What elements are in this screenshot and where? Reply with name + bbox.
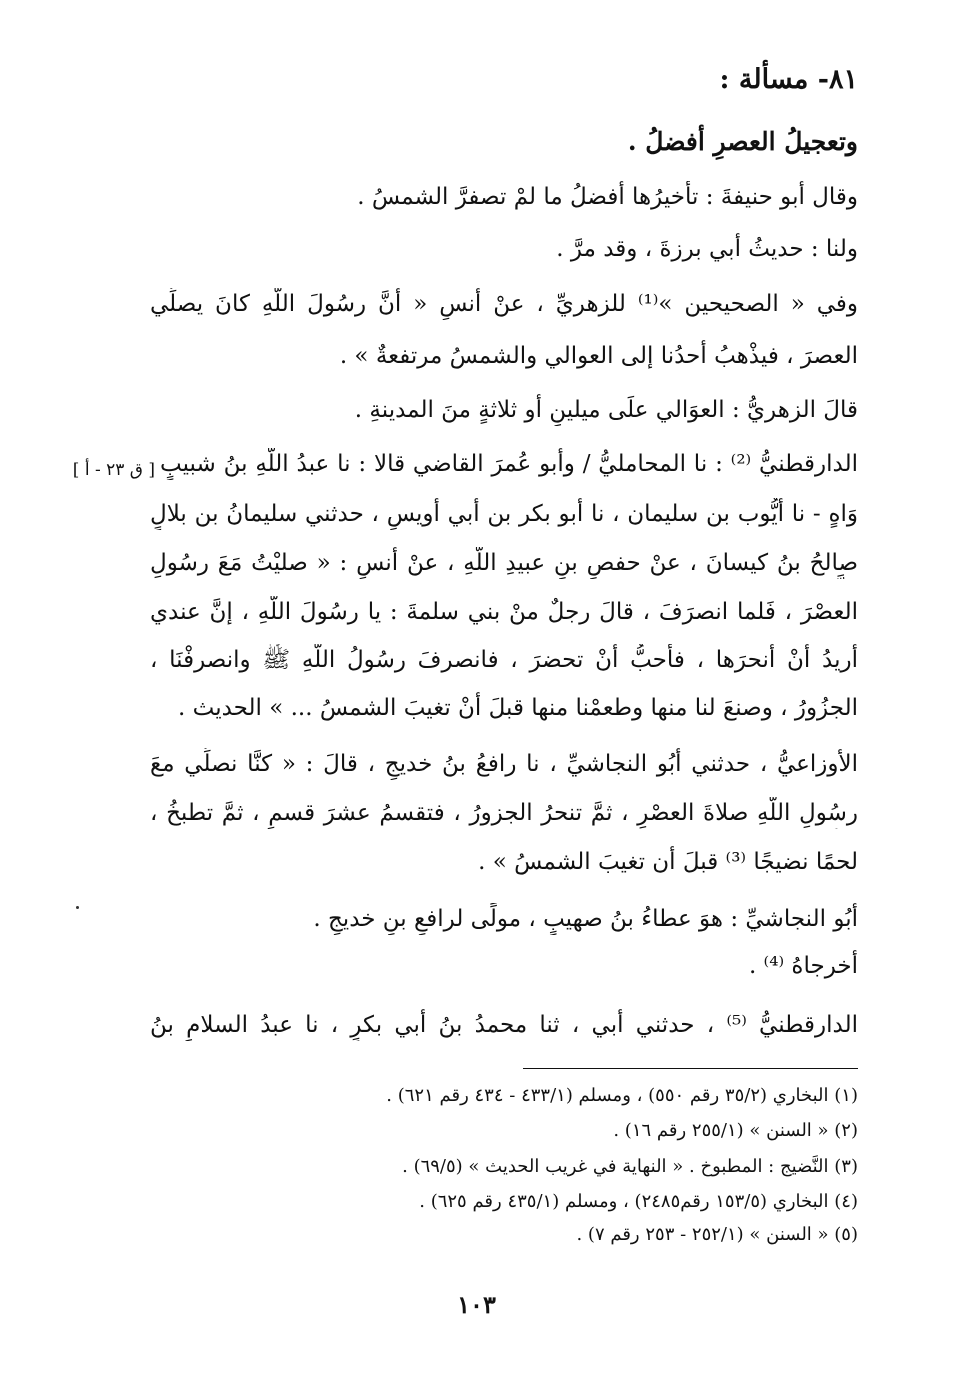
body-line: أبُو النجاشيِّ : هوَ عطاءُ بنُ صهيبٍ ، مولًى لرافعِ بنِ خديجٍ . (313, 906, 858, 932)
body-line: أُريدُ أنْ أنحرَها ، فأُحبُّ أنْ تحضرَ ، فانصرفَ رسُولُ اللَّهِ ﷺ وانصرفْنَا ، (150, 647, 858, 673)
footnote: (٤) البخاري (١٥٣/٥ رقم٢٤٨٥) ، ومسلم (٤٣٥/١ رقم ٦٢٥) . (419, 1191, 858, 1212)
body-line: وقال أبو حنيفةَ : تأْخيرُها أفضلُ ما لمْ تصفرَّ الشمسُ . (357, 184, 858, 210)
issue-heading: ٨١- مسألة : (719, 64, 858, 95)
body-line: العصرَ ، فيذْهبُ أحدُنا إلى العوالي والشمسُ مرتفعةٌ » . (339, 343, 858, 369)
page-number: ١٠٣ (457, 1290, 496, 1319)
body-line: العصْرَ ، فَلما انصرَفَ ، قالَ رجلٌ منْ بني سلمةَ : يا رسُولَ اللَّهِ ، إنَّ عندي (150, 599, 858, 625)
body-line: ولنا : حديثُ أبي برزةَ ، وقد مرَّ . (556, 236, 858, 262)
body-line: الأوزاعيُّ ، حدثني أبُو النجاشيِّ ، نا رافعُ بنُ خديجٍ ، قالَ : « كنَّا نصلِّي معَ (150, 751, 858, 777)
issue-ruling: وتعجيلُ العصرِ أفضلُ . (627, 127, 858, 156)
manuscript-folio-marker: [ ق ٢٣ - أ ] (72, 460, 155, 480)
body-line: وفي « الصحيحين »⁽¹⁾ للزهريِّ ، عنْ أنسٍ « أنَّ رسُولَ اللَّهِ كانَ يصلِّي (150, 291, 858, 317)
body-line: الدارقطنيُّ ⁽⁵⁾ ، حدثني أبي ، ثنا محمدُ بنُ أبي بكرٍ ، نا عبدُ السلامِ بنُ (150, 1012, 858, 1038)
body-line: الدارقطنيُّ ⁽²⁾ : نا المحامليُّ / وأبو عُمرَ القاضي قالا : نا عبدُ اللَّهِ بنُ شبيبٍ (160, 451, 858, 477)
footnote: (٥) « السنن » (٢٥٢/١ - ٢٥٣ رقم ٧) . (576, 1224, 858, 1245)
body-line: رسُولِ اللَّهِ صلاةَ العصْرِ ، ثمَّ تنحرُ الجزورُ ، فتقسمُ عشرَ قسمٍ ، ثمَّ تطبخُ ، (150, 800, 858, 826)
footnote: (١) البخاري (٣٥/٢ رقم ٥٥٠) ، ومسلم (٤٣٣/١ - ٤٣٤ رقم ٦٢١) . (386, 1085, 858, 1106)
footnote-divider (523, 1068, 858, 1069)
scan-speck (76, 906, 79, 909)
body-line: أخرجاهُ ⁽⁴⁾ . (748, 953, 858, 979)
body-line: الجزُورُ ، وصنعَ لنا منها وطعمْنا منها قبلَ أنْ تغيبَ الشمسُ ... » الحديث . (177, 695, 858, 721)
body-line: وَاهٍ - نا أيُّوب بن سليمان ، نا أبو بكر بن أبي أويسٍ ، حدثني سليمانُ بن بلالٍ (150, 501, 858, 527)
body-line: قالَ الزهريُّ : العوَالي علَى ميلينِ أو ثلاثةٍ منَ المدينةِ . (354, 397, 858, 423)
footnote: (٢) « السنن » (٢٥٥/١ رقم ١٦) . (613, 1120, 858, 1141)
body-line: صالحُ بنُ كيسانَ ، عنْ حفصِ بنِ عبيدِ اللَّهِ ، عنْ أنسٍ : « صليْتُ مَعَ رسُولِ (150, 550, 858, 576)
footnote: (٣) النَّضيج : المطبوخ . « النهاية في غريب الحديث » (٦٩/٥) . (402, 1156, 858, 1177)
body-line: لحمًا نضيجًا ⁽³⁾ قبلَ أن تغيبَ الشمسُ » . (478, 849, 858, 875)
